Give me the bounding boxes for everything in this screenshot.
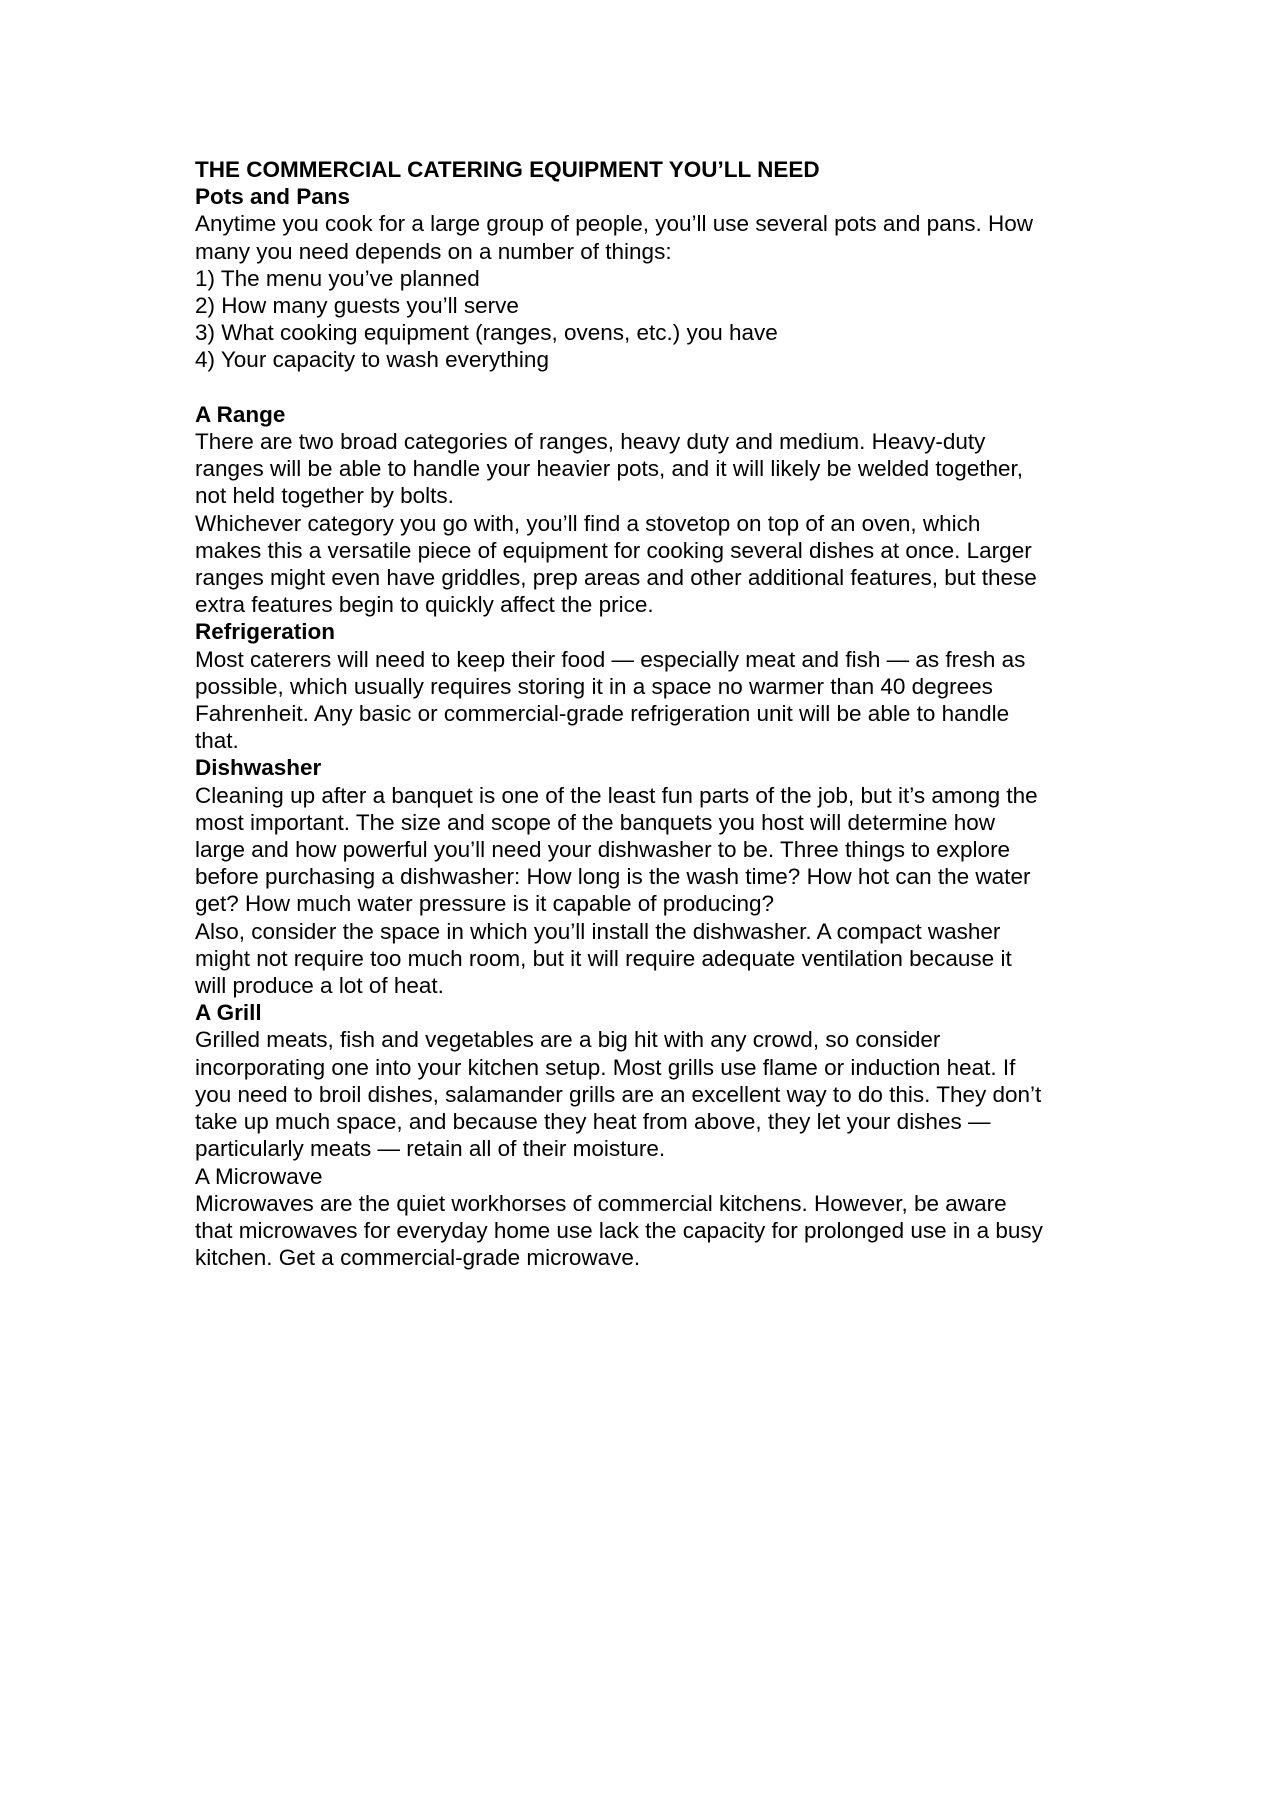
list-item: 4) Your capacity to wash everything [195, 347, 549, 373]
paragraph-line: incorporating one into your kitchen setup. Most grills use flame or induction heat. If [195, 1054, 1016, 1080]
paragraph-line: most important. The size and scope of the banquets you host will determine how [195, 809, 996, 835]
paragraph-line: Cleaning up after a banquet is one of the least fun parts of the job, but it’s among the [195, 782, 1038, 808]
paragraph-line: large and how powerful you’ll need your dishwasher to be. Three things to explore [195, 837, 1011, 863]
paragraph-line: particularly meats — retain all of their moisture. [195, 1136, 666, 1162]
list-item: 1) The menu you’ve planned [195, 265, 480, 291]
paragraph-line: Also, consider the space in which you’ll install the dishwasher. A compact washer [195, 918, 1001, 944]
section-heading-refrigeration: Refrigeration [195, 619, 336, 645]
paragraph-line: possible, which usually requires storing it in a space no warmer than 40 degrees [195, 673, 993, 699]
document-title: THE COMMERCIAL CATERING EQUIPMENT YOU’LL NEED [195, 157, 820, 182]
paragraph-line: not held together by bolts. [195, 483, 454, 509]
paragraph-line: you need to broil dishes, salamander grills are an excellent way to do this. They don’t [195, 1081, 1042, 1107]
section-heading-range: A Range [195, 401, 286, 427]
paragraph-line: Fahrenheit. Any basic or commercial-grade refrigeration unit will be able to handle [195, 701, 1010, 727]
section-heading-dishwasher: Dishwasher [195, 755, 322, 781]
paragraph-line: Microwaves are the quiet workhorses of commercial kitchens. However, be aware [195, 1190, 1007, 1216]
paragraph-line: that microwaves for everyday home use lack the capacity for prolonged use in a busy [195, 1217, 1043, 1243]
section-heading-pots-and-pans: Pots and Pans [195, 184, 351, 210]
paragraph-line: that. [195, 728, 239, 754]
paragraph-line: makes this a versatile piece of equipment for cooking several dishes at once. Larger [195, 537, 1032, 563]
list-item: 3) What cooking equipment (ranges, ovens, etc.) you have [195, 320, 778, 346]
paragraph-line: Whichever category you go with, you’ll find a stovetop on top of an oven, which [195, 510, 981, 536]
paragraph-line: extra features begin to quickly affect the price. [195, 592, 654, 618]
paragraph-line: take up much space, and because they heat from above, they let your dishes — [195, 1109, 991, 1135]
paragraph-line: will produce a lot of heat. [195, 973, 444, 999]
section-heading-microwave: A Microwave [195, 1163, 323, 1189]
paragraph-line: kitchen. Get a commercial-grade microwave. [195, 1245, 641, 1271]
paragraph-line: might not require too much room, but it will require adequate ventilation because it [195, 945, 1012, 971]
paragraph-line: many you need depends on a number of things: [195, 238, 672, 264]
paragraph-line: There are two broad categories of ranges, heavy duty and medium. Heavy-duty [195, 429, 986, 455]
paragraph-line: ranges might even have griddles, prep areas and other additional features, but these [195, 565, 1037, 591]
spacer [195, 374, 1115, 401]
paragraph-line: Anytime you cook for a large group of people, you’ll use several pots and pans. How [195, 211, 1033, 237]
paragraph-line: Grilled meats, fish and vegetables are a big hit with any crowd, so consider [195, 1027, 941, 1053]
paragraph-line: before purchasing a dishwasher: How long is the wash time? How hot can the water [195, 864, 1031, 890]
paragraph-line: get? How much water pressure is it capable of producing? [195, 891, 775, 917]
list-item: 2) How many guests you’ll serve [195, 293, 519, 319]
section-heading-grill: A Grill [195, 1000, 262, 1026]
paragraph-line: ranges will be able to handle your heavier pots, and it will likely be welded together, [195, 456, 1023, 482]
paragraph-line: Most caterers will need to keep their food — especially meat and fish — as fresh as [195, 646, 1026, 672]
document-body [195, 156, 1115, 1271]
